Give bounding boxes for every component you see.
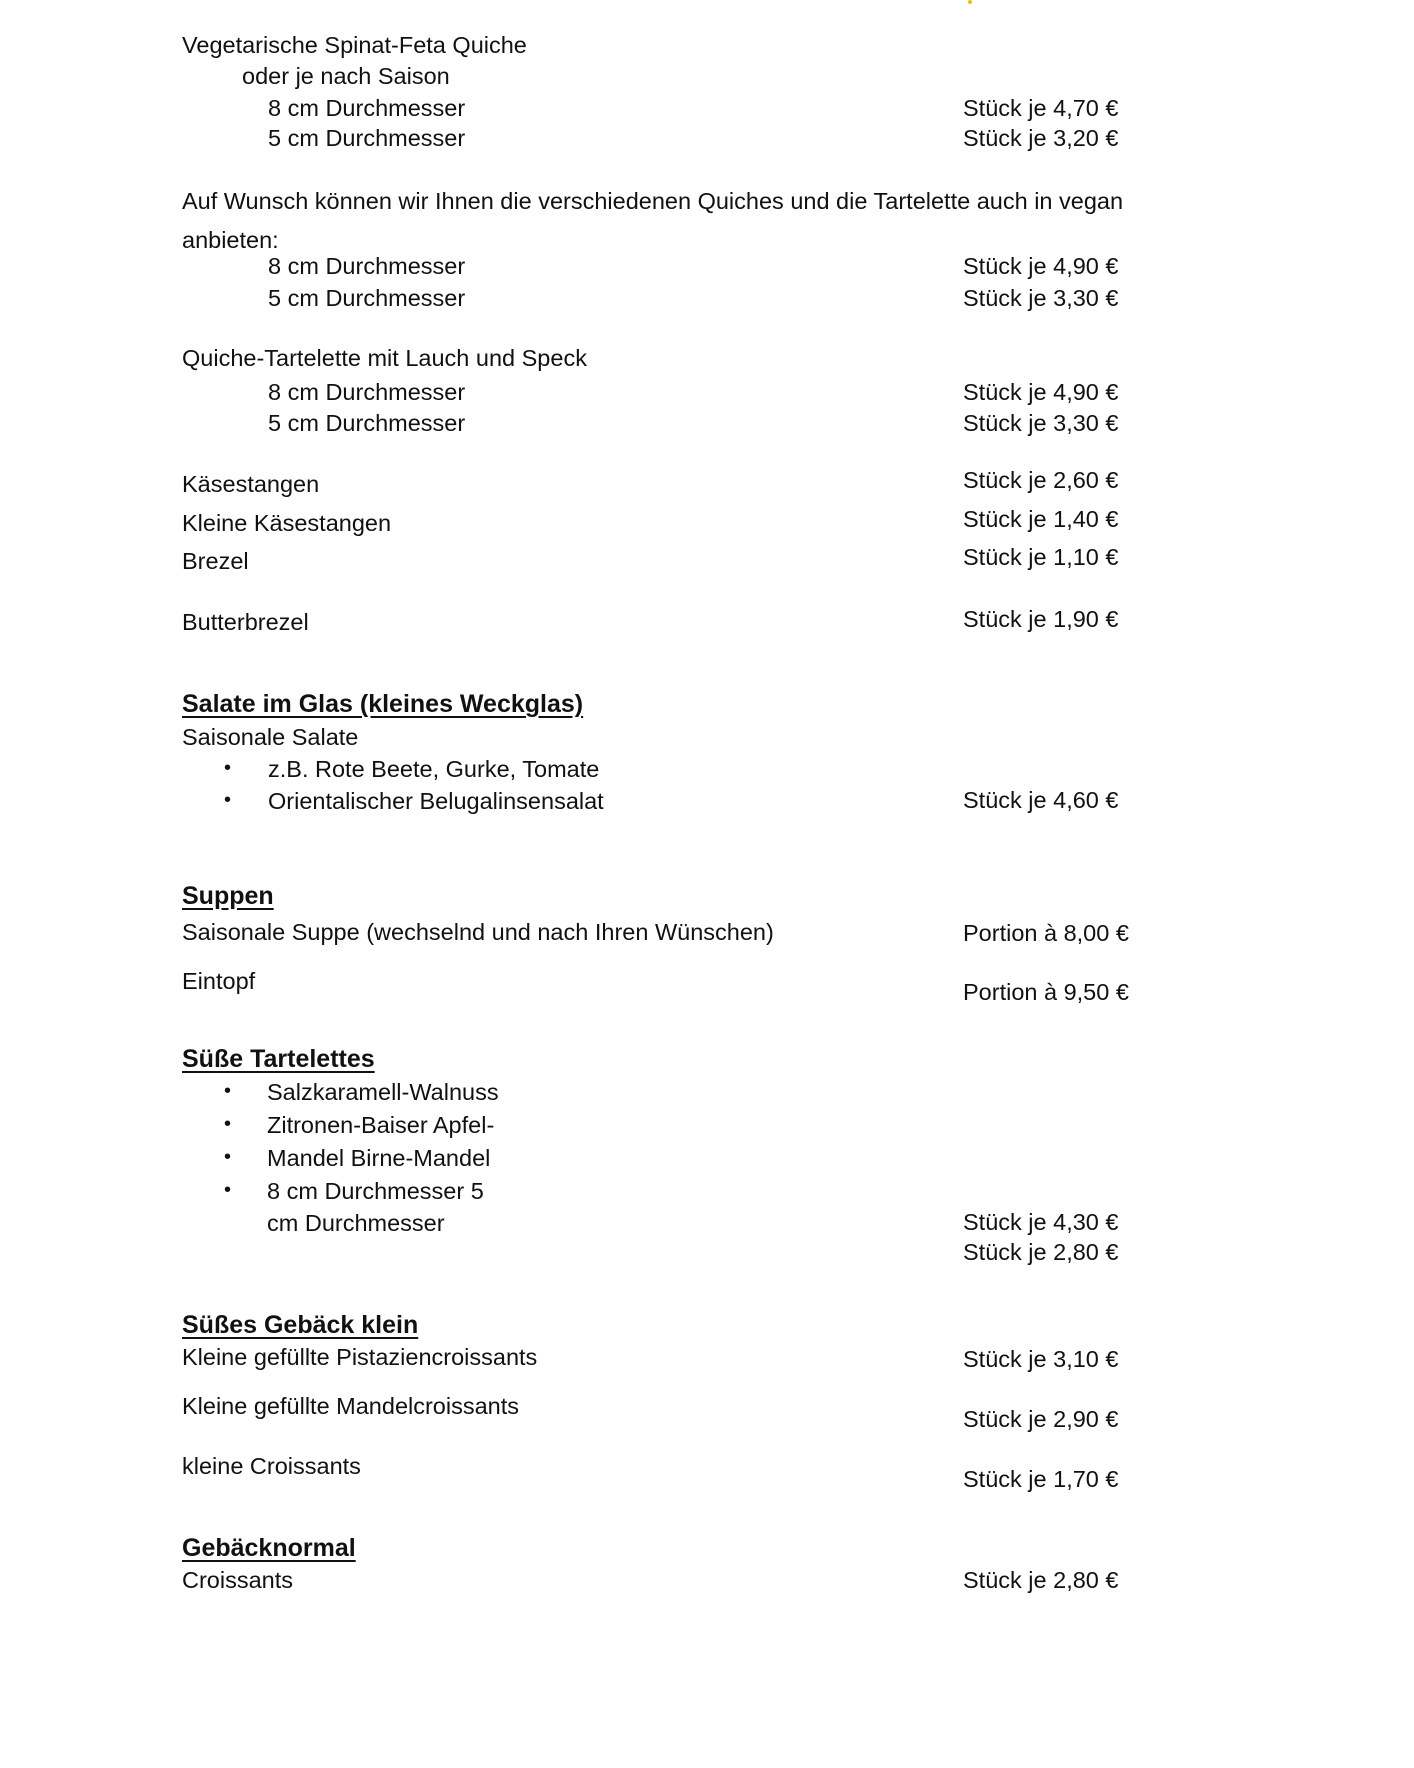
small-pastry-name: Kleine gefüllte Pistaziencroissants — [182, 1344, 538, 1370]
yellow-mark — [968, 0, 972, 4]
tartelette-price-8: Stück je 4,90 € — [963, 379, 1119, 405]
quiche-price-5: Stück je 3,20 € — [963, 125, 1119, 151]
sweet-tartelette-price-5: Stück je 2,80 € — [963, 1239, 1119, 1265]
quiche-size-5: 5 cm Durchmesser — [268, 125, 466, 151]
soup-price: Portion à 8,00 € — [963, 920, 1129, 946]
sweet-tartelette-price-8: Stück je 4,30 € — [963, 1209, 1119, 1235]
soup-name: Saisonale Suppe (wechselnd und nach Ihren Wünschen) — [182, 919, 774, 945]
vegan-note-line1: Auf Wunsch können wir Ihnen die verschiedenen Quiches und die Tartelette auch in vegan — [182, 188, 1124, 214]
normal-pastry-price: Stück je 2,80 € — [963, 1567, 1119, 1593]
small-pastry-price: Stück je 3,10 € — [963, 1346, 1119, 1372]
bullet-icon: • — [224, 1146, 232, 1168]
bullet-icon: • — [224, 789, 232, 811]
tartelette-title: Quiche-Tartelette mit Lauch und Speck — [182, 345, 587, 371]
quiche-title: Vegetarische Spinat-Feta Quiche — [182, 32, 527, 58]
sweet-tartelette-item: Salzkaramell-Walnuss — [267, 1079, 499, 1105]
snack-price: Stück je 1,10 € — [963, 544, 1119, 570]
soups-heading: Suppen — [182, 882, 274, 910]
tartelette-size-8: 8 cm Durchmesser — [268, 379, 466, 405]
normal-pastry-name: Croissants — [182, 1567, 294, 1593]
vegan-note-line2: anbieten: — [182, 227, 279, 253]
sweet-tartelette-item: Zitronen-Baiser Apfel- — [267, 1112, 495, 1138]
salads-subtitle: Saisonale Salate — [182, 724, 359, 750]
salad-item: z.B. Rote Beete, Gurke, Tomate — [268, 756, 600, 782]
sweet-tartelette-item: 8 cm Durchmesser 5 — [267, 1178, 484, 1204]
bullet-icon: • — [224, 757, 232, 779]
snack-name: Brezel — [182, 548, 249, 574]
small-pastry-price: Stück je 1,70 € — [963, 1466, 1119, 1492]
soup-price: Portion à 9,50 € — [963, 979, 1129, 1005]
snack-price: Stück je 1,90 € — [963, 606, 1119, 632]
snack-name: Butterbrezel — [182, 609, 309, 635]
snack-name: Kleine Käsestangen — [182, 510, 392, 536]
soup-name: Eintopf — [182, 968, 256, 994]
normal-pastry-heading: Gebäcknormal — [182, 1534, 356, 1562]
small-pastry-heading: Süßes Gebäck klein — [182, 1311, 419, 1339]
snack-name: Käsestangen — [182, 471, 320, 497]
quiche-size-8: 8 cm Durchmesser — [268, 95, 466, 121]
sweet-tartelette-item: Mandel Birne-Mandel — [267, 1145, 491, 1171]
sweet-tartelettes-heading: Süße Tartelettes — [182, 1045, 375, 1073]
vegan-price-5: Stück je 3,30 € — [963, 285, 1119, 311]
small-pastry-name: Kleine gefüllte Mandelcroissants — [182, 1393, 520, 1419]
snack-price: Stück je 1,40 € — [963, 506, 1119, 532]
salad-item: Orientalischer Belugalinsensalat — [268, 788, 604, 814]
snack-price: Stück je 2,60 € — [963, 467, 1119, 493]
quiche-subtitle: oder je nach Saison — [242, 63, 450, 89]
bullet-icon: • — [224, 1080, 232, 1102]
small-pastry-name: kleine Croissants — [182, 1453, 361, 1479]
bullet-icon: • — [224, 1113, 232, 1135]
salads-price: Stück je 4,60 € — [963, 787, 1119, 813]
bullet-icon: • — [224, 1179, 232, 1201]
tartelette-price-5: Stück je 3,30 € — [963, 410, 1119, 436]
sweet-tartelette-continuation: cm Durchmesser — [267, 1210, 445, 1236]
vegan-size-8: 8 cm Durchmesser — [268, 253, 466, 279]
salads-heading: Salate im Glas (kleines Weckglas) — [182, 690, 584, 718]
vegan-size-5: 5 cm Durchmesser — [268, 285, 466, 311]
quiche-price-8: Stück je 4,70 € — [963, 95, 1119, 121]
vegan-price-8: Stück je 4,90 € — [963, 253, 1119, 279]
tartelette-size-5: 5 cm Durchmesser — [268, 410, 466, 436]
small-pastry-price: Stück je 2,90 € — [963, 1406, 1119, 1432]
